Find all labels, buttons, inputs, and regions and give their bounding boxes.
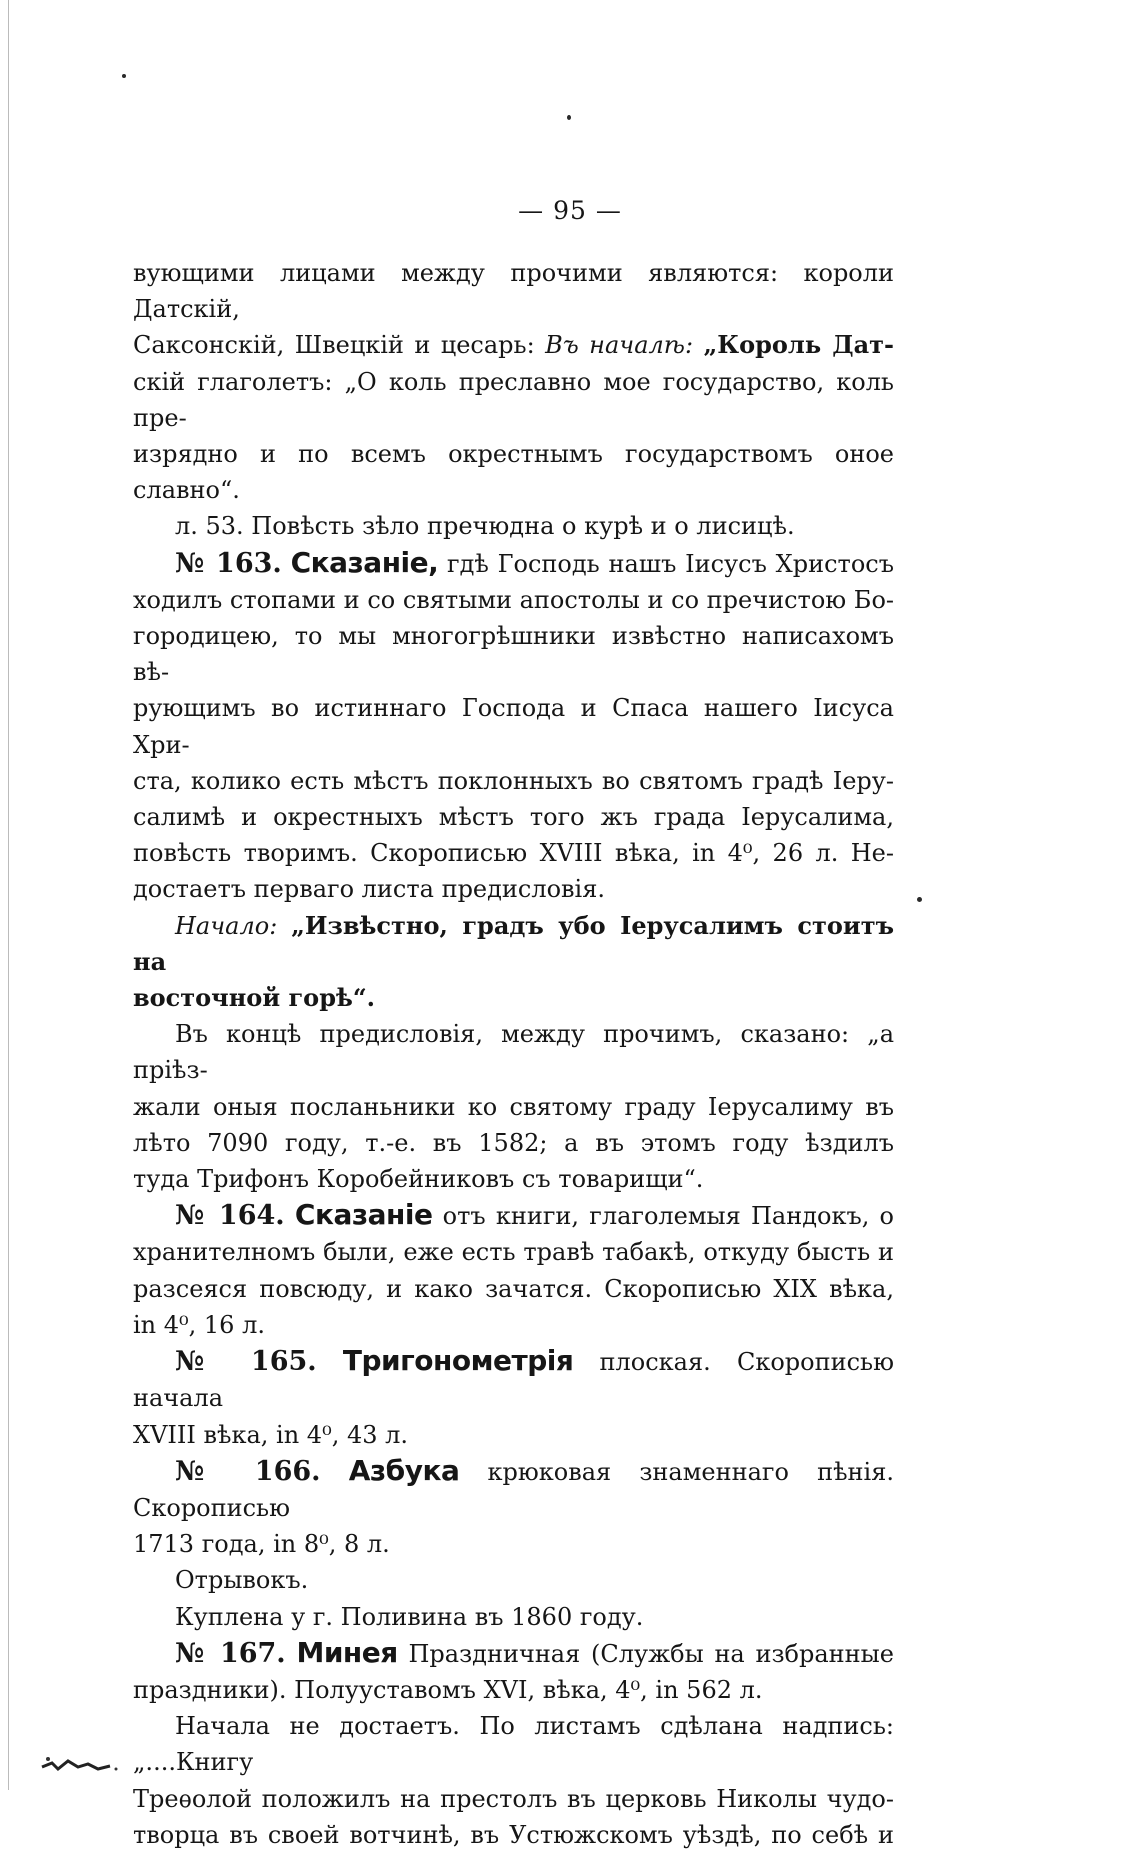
text-line: Треѳолой положилъ на престолъ въ церковь Николы чудо- [133, 1784, 894, 1813]
text-line: хранителномъ были, еже есть травѣ табакѣ, откуду бысть и [133, 1238, 894, 1267]
text-line: повѣсть творимъ. Скорописью XVIII вѣка, in 4⁰, 26 л. Не- [133, 839, 894, 868]
text-line: Саксонскій, Швецкій и цесарь: Въ началѣ: „Король Дат- [133, 330, 894, 360]
text-line: салимѣ и окрестныхъ мѣстъ того жъ града Іерусалима, [133, 803, 894, 832]
text-line: лѣто 7090 году, т.-е. въ 1582; а въ этомъ году ѣздилъ [133, 1128, 894, 1157]
page-edge [8, 0, 9, 1790]
text-line: л. 53. Повѣсть зѣло пречюдна о курѣ и о лисицѣ. [175, 512, 795, 541]
entry-165-heading: № 165. Тригонометрія плоская. Скорописью начала [133, 1344, 894, 1413]
text-line: изрядно и по всемъ окрестнымъ государствомъ оное славно“. [133, 440, 894, 505]
entry-163-incipit: Начало: „Извѣстно, градъ убо Іерусалимъ стоитъ на [133, 910, 894, 976]
text-line: туда Трифонъ Коробейниковъ съ товарищи“. [133, 1165, 704, 1194]
text-line: городицею, то мы многогрѣшники извѣстно написахомъ вѣ- [133, 622, 894, 687]
text-line: ходилъ стопами и со святыми апостолы и со пречистою Бо- [133, 585, 894, 614]
text-line: жали оныя посланьники ко святому граду Іерусалиму въ [133, 1092, 894, 1121]
entry-166-note: Куплена у г. Поливина въ 1860 году. [175, 1602, 644, 1631]
ink-speck [917, 897, 922, 902]
text-line: in 4⁰, 16 л. [133, 1310, 265, 1339]
print-smudge [40, 1745, 130, 1775]
ink-speck [567, 115, 571, 120]
text-line: достаетъ перваго листа предисловія. [133, 875, 605, 904]
entry-166-heading: № 166. Азбука крюковая знаменнаго пѣнія. Скорописью [133, 1453, 894, 1522]
text-line: восточной горѣ“. [133, 983, 376, 1013]
ink-speck [122, 74, 126, 78]
entry-167-heading: № 167. Минея Праздничная (Службы на избранные [175, 1635, 894, 1669]
text-line: вующими лицами между прочими являются: короли Датскій, [133, 259, 894, 324]
text-line: творца въ своей вотчинѣ, въ Устюжскомъ уѣздѣ, по себѣ и [133, 1820, 894, 1849]
text-line: скій глаголетъ: „О коль преславно мое государство, коль пре- [133, 367, 894, 432]
entry-163-note: Въ концѣ предисловія, между прочимъ, сказано: „а пріѣз- [133, 1020, 894, 1085]
page-body [133, 255, 894, 1853]
entry-163-heading: № 163. Сказаніе, гдѣ Господь нашъ Іисусъ Христосъ [175, 545, 894, 579]
text-line: рующимъ во истиннаго Господа и Спаса нашего Іисуса Хри- [133, 694, 894, 759]
entry-167-note: Начала не достаетъ. По листамъ сдѣлана надпись: „....Книгу [133, 1712, 894, 1777]
text-line: разсеяся повсюду, и како зачатся. Скорописью XIX вѣка, [133, 1274, 894, 1303]
text-line: 1713 года, in 8⁰, 8 л. [133, 1530, 390, 1559]
page-number: — 95 — [518, 196, 622, 225]
text-line: XVIII вѣка, in 4⁰, 43 л. [133, 1420, 408, 1449]
text-line: праздники). Полууставомъ XVI, вѣка, 4⁰, in 562 л. [133, 1675, 763, 1704]
text-line: ста, колико есть мѣстъ поклонныхъ во святомъ градѣ Іеру- [133, 766, 894, 795]
entry-166-note: Отрывокъ. [175, 1566, 309, 1595]
entry-164-heading: № 164. Сказаніе отъ книги, глаголемыя Пандокъ, о [175, 1198, 894, 1232]
